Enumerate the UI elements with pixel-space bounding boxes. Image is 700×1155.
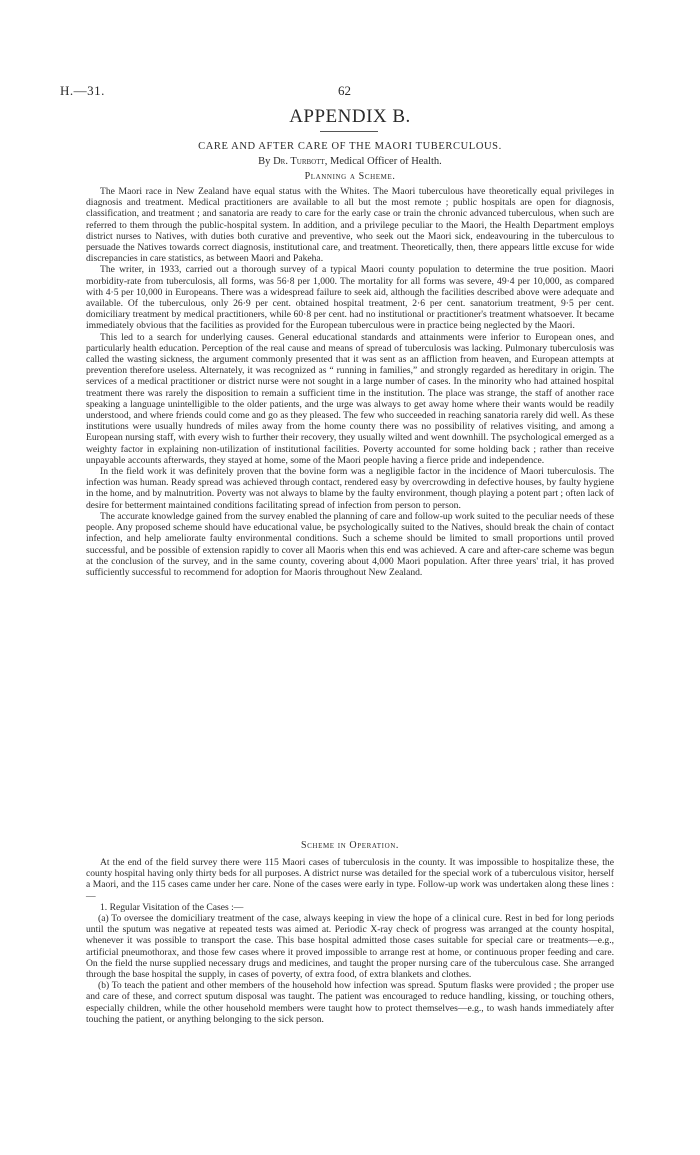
author-name: Dr. Turbott	[273, 156, 325, 167]
title-rule	[320, 131, 378, 132]
article-title: CARE AND AFTER CARE OF THE MAORI TUBERCULOUS.	[198, 141, 502, 152]
paragraph: The accurate knowledge gained from the survey enabled the planning of care and follow-up work suited to the peculiar needs of these people. Any proposed scheme should have educational value, be psychologically suited to the Natives, should break the chain of contact infection, and help ameliorate faulty environmental conditions. Such a scheme should be limited to small proportions until proved successful, and be possible of extension rapidly to cover all Maoris when this end was achieved. A care and after-care scheme was begun at the conclusion of the survey, and in the same county, covering about 4,000 Maori population. After three years' trial, it has proved sufficiently successful to recommend for adoption for Maoris throughout New Zealand.	[86, 510, 614, 578]
list-item: (a) To oversee the domiciliary treatment of the case, always keeping in view the hope of a clinical cure. Rest in bed for long periods until the sputum was negative at repeated tests was aimed at. Periodic X-ray check of progress was arranged at the county hospital, whenever it was possible to transport the case. This base hospital admitted those cases suitable for special care or treatments—e.g., artificial pneumothorax, and those few cases where it proved impossible to arrange rest at home, or continuous proper feeding and care. On the field the nurse supplied necessary drugs and medicines, and taught the proper nursing care of the tuberculous case. She arranged through the base hospital the supply, in cases of poverty, of extra food, of extra blankets and clothes.	[86, 913, 614, 981]
paragraph: In the field work it was definitely proven that the bovine form was a negligible factor in the incidence of Maori tuberculosis. The infection was human. Ready spread was achieved through contact, rendered easy by overcrowding in defective houses, by faulty hygiene in the home, and by malnutrition. Poverty was not always to blame by the faulty environment, though playing a potent part ; often lack of desire for betterment maintained conditions facilitating spread of infection from person to person.	[86, 466, 614, 511]
section-heading-operation: Scheme in Operation.	[300, 840, 399, 851]
page-number: 62	[338, 83, 351, 98]
byline-prefix: By	[258, 156, 271, 167]
section-body-operation	[86, 857, 614, 1025]
paragraph: This led to a search for underlying causes. General educational standards and attainments were inferior to European ones, and particularly health education. Perception of the real cause and means of spread of tuberculosis was lacking. Pulmonary tuberculosis was called the wasting sickness, the argument commonly presented that it was sent as an affliction from heaven, and European attempts at prevention therefore useless. Alternately, it was recognized as “ running in families,” and strongly regarded as hereditary in origin. The services of a medical practitioner or district nurse were not sought in a large number of cases. In the minority who had attained hospital treatment there was rarely the disposition to remain a sufficient time in the institution. The place was strange, the staff of another race speaking a language unintelligible to the older patients, and the urge was always to get away home where their wants would be readily understood, and where friends could come and go as they pleased. The few who succeeded in reaching sanatoria rarely did well. As these institutions were usually hundreds of miles away from the home county there was no possibility of relatives visiting, and among a European nursing staff, with every wish to further their recovery, they usually wilted and went downhill. The psychological emerged as a weighty factor in explaining non-utilization of institutional facilities. Poverty accounted for some holding back ; rather than receive unpayable accounts afterwards, they stayed at home, some of the Maori people having a fierce pride and independence.	[86, 331, 614, 466]
section-heading-planning: Planning a Scheme.	[304, 171, 396, 182]
paragraph: At the end of the field survey there were 115 Maori cases of tuberculosis in the county. It was impossible to hospitalize these, the county hospital having only thirty beds for all purposes. A district nurse was detailed for the special work of a tuberculous visitor, herself a Maori, and the 115 cases came under her care. None of the cases were early in type. Follow-up work was undertaken along these lines :—	[86, 857, 614, 902]
byline	[0, 156, 700, 167]
list-item: (b) To teach the patient and other members of the household how infection was spread. Sputum flasks were provided ; the proper use and care of these, and correct sputum disposal was taught. The patient was encouraged to reduce handling, kissing, or touching others, especially children, while the other household members were taught how to protect themselves—e.g., to wash hands immediately after touching the patient, or anything belonging to the sick person.	[86, 980, 614, 1025]
appendix-title: APPENDIX B.	[289, 106, 411, 127]
report-reference: H.—31.	[60, 83, 105, 98]
paragraph: The Maori race in New Zealand have equal status with the Whites. The Maori tuberculous have theoretically equal privileges in diagnosis and treatment. Medical practitioners are available to all but the most remote ; public hospitals are open for diagnosis, classification, and treatment ; and sanatoria are ready to care for the early case or train the chronic advanced tuberculous, when such are referred to them through the public-hospital system. In addition, and a privilege peculiar to the Maori, the Health Department employs district nurses to Natives, with duties both curative and preventive, who seek out the Maori sick, endeavouring in the tuberculous to persuade the Natives towards correct diagnosis, institutional care, and treatment. Theoretically, then, there appears little excuse for wide discrepancies in care statistics, as between Maori and Pakeha.	[86, 186, 614, 265]
paragraph: The writer, in 1933, carried out a thorough survey of a typical Maori county population to determine the true position. Maori morbidity-rate from tuberculosis, all forms, was 56·8 per 1,000. The mortality for all forms was severe, 49·4 per 10,000, as compared with 4·5 per 10,000 in Europeans. There was a widespread failure to seek aid, although the facilities described above were adequate and available. Of the tuberculous, only 26·9 per cent. obtained hospital treatment, 2·6 per cent. sanatorium treatment, 9·5 per cent. domiciliary treatment by medical practitioners, while 60·8 per cent. had no institutional or practitioner's treatment whatsoever. It became immediately obvious that the facilities as provided for the European tuberculous were in practice being neglected by the Maori.	[86, 264, 614, 332]
list-heading: 1. Regular Visitation of the Cases :—	[100, 901, 244, 913]
author-role: , Medical Officer of Health.	[324, 156, 442, 167]
section-body-planning	[86, 186, 614, 578]
